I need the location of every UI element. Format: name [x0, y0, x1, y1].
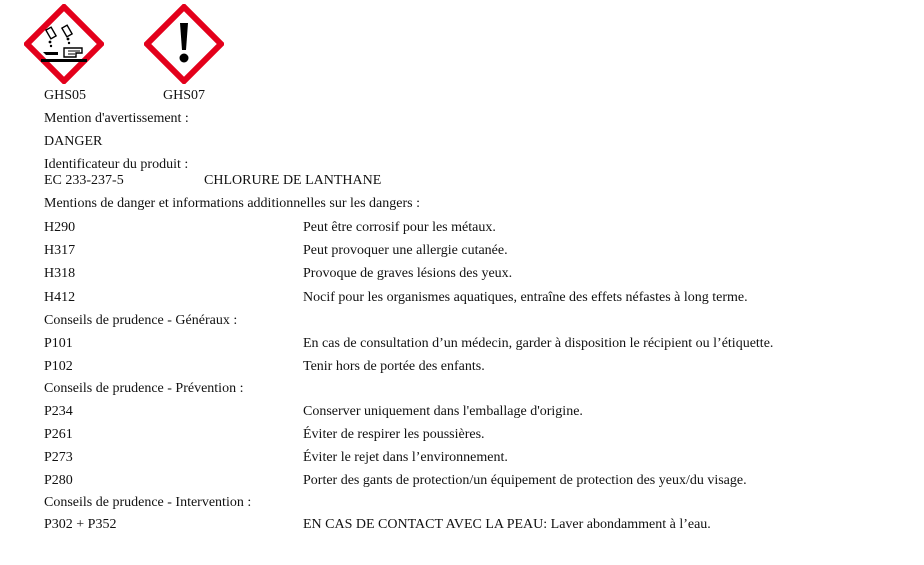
ec-number: EC 233-237-5	[44, 173, 124, 188]
pictogram-code-ghs07: GHS07	[163, 88, 206, 103]
hazard-code: H318	[44, 266, 76, 281]
prevention-heading: Conseils de prudence - Prévention :	[44, 381, 244, 396]
intervention-heading: Conseils de prudence - Intervention :	[44, 495, 252, 510]
product-id-heading: Identificateur du produit :	[44, 157, 189, 172]
precaution-code: P234	[44, 404, 73, 419]
hazard-code: H290	[44, 220, 76, 235]
hazard-text: Nocif pour les organismes aquatiques, entraîne des effets néfastes à long terme.	[303, 290, 748, 305]
precaution-text: En cas de consultation d’un médecin, garder à disposition le récipient ou l’étiquette.	[303, 336, 774, 351]
hazard-code: H412	[44, 290, 76, 305]
exclamation-mark-icon	[144, 4, 224, 84]
signal-word-heading: Mention d'avertissement :	[44, 111, 189, 126]
precaution-code: P273	[44, 450, 73, 465]
hazard-text: Peut provoquer une allergie cutanée.	[303, 243, 508, 258]
pictogram-row	[20, 4, 320, 90]
precaution-text: Conserver uniquement dans l'emballage d'origine.	[303, 404, 583, 419]
hazard-code: H317	[44, 243, 76, 258]
precaution-code: P280	[44, 473, 73, 488]
precaution-code: P261	[44, 427, 73, 442]
hazard-text: Provoque de graves lésions des yeux.	[303, 266, 513, 281]
hazard-heading: Mentions de danger et informations additionnelles sur les dangers :	[44, 196, 420, 211]
signal-word: DANGER	[44, 134, 103, 149]
precaution-code: P302 + P352	[44, 517, 117, 532]
precaution-text: Tenir hors de portée des enfants.	[303, 359, 485, 374]
precaution-code: P102	[44, 359, 73, 374]
hazard-text: Peut être corrosif pour les métaux.	[303, 220, 496, 235]
precaution-text: Éviter de respirer les poussières.	[303, 427, 485, 442]
corrosion-icon	[24, 4, 104, 84]
precaution-code: P101	[44, 336, 73, 351]
precaution-text: Porter des gants de protection/un équipement de protection des yeux/du visage.	[303, 473, 747, 488]
precaution-text: Éviter le rejet dans l’environnement.	[303, 450, 508, 465]
product-name: CHLORURE DE LANTHANE	[204, 173, 382, 188]
pictogram-code-ghs05: GHS05	[44, 88, 87, 103]
general-heading: Conseils de prudence - Généraux :	[44, 313, 238, 328]
precaution-text: EN CAS DE CONTACT AVEC LA PEAU: Laver abondamment à l’eau.	[303, 517, 711, 532]
